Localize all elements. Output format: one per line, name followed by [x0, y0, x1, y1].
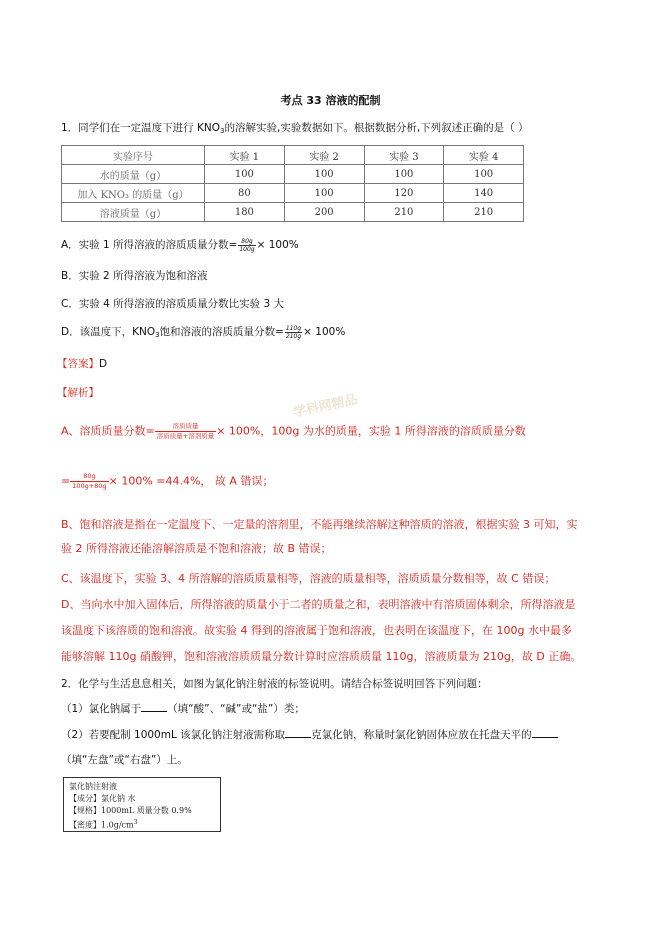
answer-blank	[285, 727, 311, 738]
experiment-table	[61, 145, 524, 222]
row-label: 加入 KNO₃ 的质量（g）	[62, 184, 205, 203]
table-cell: 210	[364, 203, 444, 222]
page-title: 考点 33 溶液的配制	[280, 94, 381, 107]
question-2-part2: （2）若要配制 1000mL 该氯化钠注射液需称取 克氯化钠，称量时氯化钠固体应放在托盘天平的	[61, 727, 558, 742]
analysis-d-line2: 该温度下该溶质的饱和溶液。故实验 4 得到的溶液属于饱和溶液，也表明在该温度下，在 100g 水中最多	[61, 624, 572, 637]
table-row	[62, 184, 524, 203]
analysis-b-line1: B、饱和溶液是指在一定温度下、一定量的溶剂里，不能再继续溶解这种溶质的溶液，根据实验 3 可知，实	[61, 518, 578, 531]
question-1-stem: 1．同学们在一定温度下进行 $KNO_3$的溶解实验,实验数据如下。根据数据分析,下列叙述正确的是（ ）	[61, 122, 529, 135]
injection-label	[63, 777, 221, 832]
analysis-b-line2: 验 2 所得溶液还能溶解溶质是不饱和溶液；故 B 错误；	[61, 542, 332, 555]
table-cell: 140	[444, 184, 524, 203]
table-cell: 200	[284, 203, 364, 222]
question-2-stem: 2．化学与生活息息相关，如图为氯化钠注射液的标签说明。请结合标签说明回答下列问题：	[61, 678, 488, 690]
table-header: 实验 2	[284, 146, 364, 165]
table-cell: 80	[205, 184, 285, 203]
table-cell: 100	[444, 165, 524, 184]
analysis-d-line1: D、当向水中加入固体后，所得溶液的质量小于二者的质量之和，表明溶液中有溶质固体剩余，所得溶液是	[61, 598, 576, 611]
table-header: 实验 4	[444, 146, 524, 165]
table-header: 实验 3	[364, 146, 444, 165]
analysis-c-line: C、该温度下，实验 3、4 所溶解的溶质质量相等，溶液的质量相等，溶质质量分数相等，故 C 错误；	[61, 572, 556, 585]
label-title: 氯化钠注射液	[69, 782, 117, 791]
analysis-d-line3: 能够溶解 110g 硝酸钾，饱和溶液溶质质量分数计算时应溶质质量 110g，溶液质量为 210g，故 D 正确。	[61, 650, 582, 663]
label-line: 【密度】$1.0g/cm^3$	[69, 819, 138, 830]
label-line: 【规格】1000mL 质量分数 0.9%	[69, 806, 192, 815]
label-line: 【成分】氯化钠 水	[69, 794, 136, 803]
row-label: 水的质量（g）	[62, 165, 205, 184]
answer-blank	[532, 727, 558, 738]
table-cell: 100	[205, 165, 285, 184]
analysis-a-line2: = $\frac{80g}{100g+80g}$ × 100% =44.4%， 故 A 错误；	[61, 472, 274, 490]
table-header: 实验序号	[62, 146, 205, 165]
table-cell: 120	[364, 184, 444, 203]
table-cell: 100	[284, 165, 364, 184]
analysis-heading: 【解析】	[57, 387, 99, 399]
analysis-a-line1: A、溶质质量分数= $\frac{\text{溶质质量}}{\text{溶质质量+溶剂质量}}$ × 100%，100g 为水的质量，实验 1 所得溶液的溶质质量分数	[61, 422, 526, 440]
table-row	[62, 203, 524, 222]
option-d: D．该温度下，$KNO_3$饱和溶液的溶质质量分数= $\frac{110g}{210g}$ × 100%	[61, 324, 346, 340]
table-header-row	[62, 146, 524, 165]
fraction: $\frac{80g}{100g+80g}$	[72, 472, 107, 490]
table-cell: 210	[444, 203, 524, 222]
table-cell: 100	[364, 165, 444, 184]
watermark: 学科网精品	[292, 392, 359, 421]
answer-blank	[141, 701, 167, 712]
answer-line: 【答案】D	[57, 358, 108, 370]
row-label: 溶液质量（g）	[62, 203, 205, 222]
question-2-part1: （1）氯化钠属于 （填“酸”、“碱”或“盐”）类；	[61, 703, 305, 715]
table-cell: 100	[284, 184, 364, 203]
fraction: $\frac{110g}{210g}$	[285, 324, 302, 340]
fraction: $\frac{80g}{100g}$	[239, 237, 255, 253]
option-b: B．实验 2 所得溶液为饱和溶液	[61, 270, 208, 282]
table-cell: 180	[205, 203, 285, 222]
question-2-part3: （填“左盘”或“右盘”）上。	[61, 754, 188, 766]
table-row	[62, 165, 524, 184]
table-header: 实验 1	[205, 146, 285, 165]
fraction: $\frac{\text{溶质质量}}{\text{溶质质量+溶剂质量}}$	[156, 422, 215, 440]
option-c: C．实验 4 所得溶液的溶质质量分数比实验 3 大	[61, 298, 285, 310]
option-a: A．实验 1 所得溶液的溶质质量分数= $\frac{80g}{100g}$ × 100%	[61, 237, 299, 253]
